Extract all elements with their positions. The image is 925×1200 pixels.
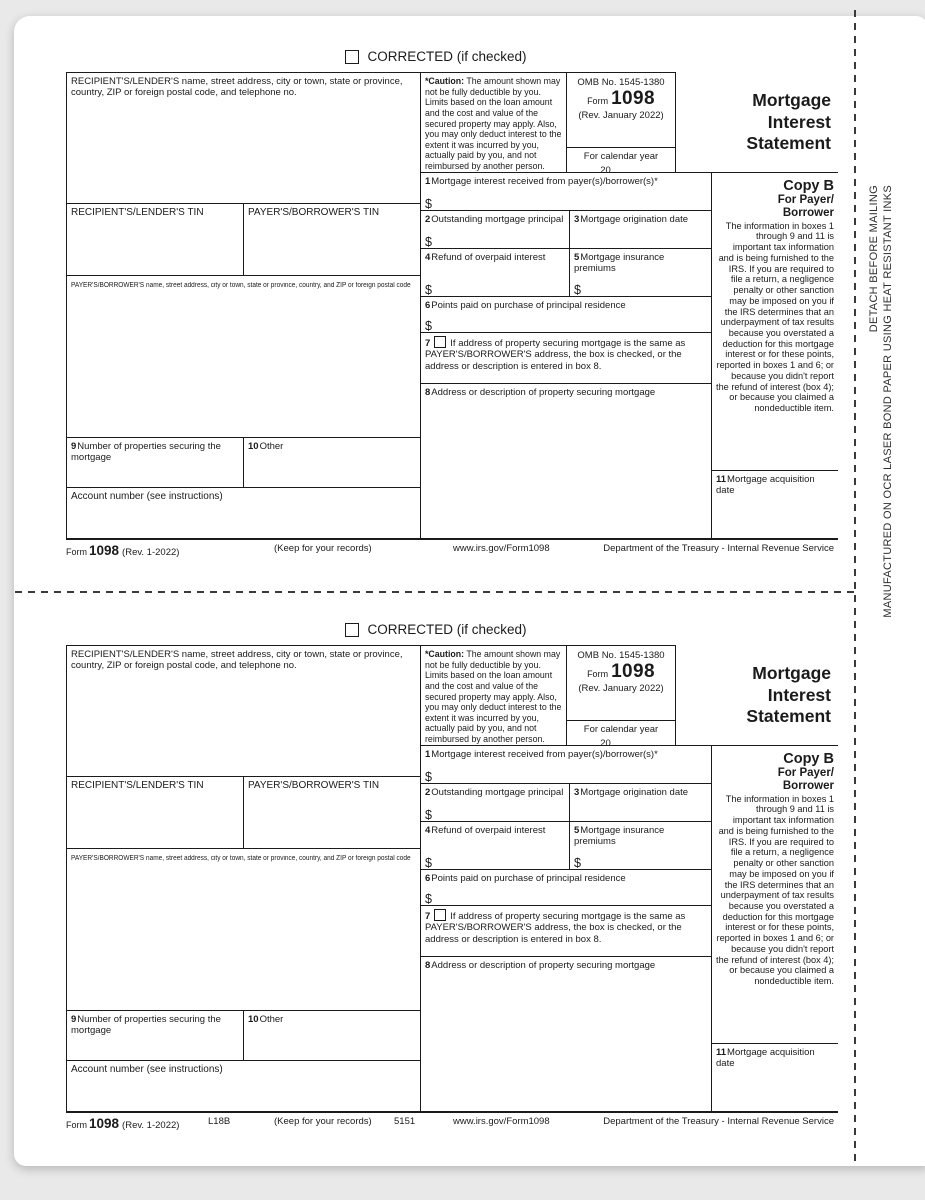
corrected-row xyxy=(50,49,822,64)
form-copy-2 xyxy=(66,621,838,1133)
copy-b-instructions: The information in boxes 1 through 9 and 11 is important tax information and is being furnished to the IRS. If you are required to file a return, a negligence penalty or other sanction may be imposed on you if the IRS determines that an underpayment of tax results because you overstated a deduction for this mortgage interest or for these points, reported in boxes 1 and 6; or because you didn't report the refund of interest (box 4); or because you claimed a nondeductible item. xyxy=(716,793,834,986)
corrected-label: CORRECTED (if checked) xyxy=(367,622,527,637)
copy-b-label: Copy B xyxy=(783,178,834,194)
footer-keep-label: (Keep for your records) xyxy=(274,1116,372,1127)
strip-manufactured-text: MANUFACTURED ON OCR LASER BOND PAPER USING HEAT RESISTANT INKS xyxy=(882,185,894,618)
box-11-acquisition-date[interactable]: 11Mortgage acquisition date xyxy=(712,470,838,540)
form-table xyxy=(66,72,838,540)
payer-tin-box[interactable]: PAYER'S/BORROWER'S TIN xyxy=(243,776,420,848)
caution-bold: *Caution: xyxy=(425,76,465,86)
form-copy-1 xyxy=(66,48,838,560)
box-7-checkbox[interactable] xyxy=(434,909,446,921)
box-7-checkbox[interactable] xyxy=(434,336,446,348)
copy-b-instructions: The information in boxes 1 through 9 and 11 is important tax information and is being furnished to the IRS. If you are required to file a return, a negligence penalty or other sanction may be imposed on you if the IRS determines that an underpayment of tax results because you overstated a deduction for this mortgage interest or for these points, reported in boxes 1 and 6; or because you didn't report the refund of interest (box 4); or because you claimed a nondeductible item. xyxy=(716,220,834,413)
box-7-same-address: 7 If address of property securing mortgage is the same as PAYER'S/BORROWER'S address, the box is checked, or the address or description is entered in box 8. xyxy=(420,332,712,383)
caution-text: The amount shown may not be fully deductible by you. Limits based on the loan amount and the cost and value of the secured property may apply. Also, you may only deduct interest to the extent it was incurred by you, actually paid by you, and not reimbursed by another person. xyxy=(425,76,562,172)
box-1-mortgage-interest[interactable]: 1Mortgage interest received from payer(s)/borrower(s)* $ xyxy=(420,745,712,783)
form-footer xyxy=(66,543,838,559)
form-title: Mortgage Interest Statement xyxy=(746,663,831,727)
form-number-line xyxy=(567,661,675,683)
calendar-year-value[interactable]: 20 xyxy=(567,736,675,750)
recipient-tin-box[interactable]: RECIPIENT'S/LENDER'S TIN xyxy=(66,776,243,848)
omb-number: OMB No. 1545-1380 xyxy=(577,77,665,88)
corrected-row xyxy=(50,622,822,637)
revision-label: (Rev. January 2022) xyxy=(578,110,664,121)
box-7-same-address: 7 If address of property securing mortgage is the same as PAYER'S/BORROWER'S address, the box is checked, or the address or description is entered in box 8. xyxy=(420,905,712,956)
omb-top xyxy=(567,650,675,721)
dollar-sign: $ xyxy=(425,891,432,906)
copy-b-sub1: For Payer/ xyxy=(777,767,834,779)
box-9-number-properties[interactable]: 9Number of properties securing the mortgage xyxy=(66,437,243,487)
caution-box xyxy=(420,645,566,745)
dollar-sign: $ xyxy=(425,769,432,784)
box-2-outstanding-principal[interactable]: 2Outstanding mortgage principal $ xyxy=(420,783,569,821)
strip-detach-text: DETACH BEFORE MAILING xyxy=(868,185,880,333)
calendar-year-label: For calendar year xyxy=(583,151,659,162)
omb-box xyxy=(566,72,676,177)
box-3-origination-date[interactable]: 3Mortgage origination date xyxy=(569,783,712,821)
omb-box xyxy=(566,645,676,750)
payer-name-label: PAYER'S/BORROWER'S name, street address, city or town, state or province, country, and ZIP or foreign postal code xyxy=(71,855,411,862)
form-footer xyxy=(66,1116,838,1132)
recipient-info-label: RECIPIENT'S/LENDER'S name, street address, city or town, state or province, country, ZIP or foreign postal code, and telephone no. xyxy=(71,76,403,99)
copy-b-label: Copy B xyxy=(783,751,834,767)
payer-name-label: PAYER'S/BORROWER'S name, street address, city or town, state or province, country, and ZIP or foreign postal code xyxy=(71,282,411,289)
box-9-number-properties[interactable]: 9Number of properties securing the mortgage xyxy=(66,1010,243,1060)
box-8-property-address[interactable]: 8Address or description of property securing mortgage xyxy=(420,956,712,1113)
form-number: 1098 xyxy=(611,661,655,682)
dollar-sign: $ xyxy=(425,234,432,249)
calendar-year-value[interactable]: 20 xyxy=(567,163,675,177)
copy-b-sub2: Borrower xyxy=(782,779,834,792)
box-4-refund-overpaid[interactable]: 4Refund of overpaid interest $ xyxy=(420,248,569,296)
box-6-points-paid[interactable]: 6Points paid on purchase of principal residence $ xyxy=(420,869,712,905)
form-number: 1098 xyxy=(611,88,655,109)
payer-name-box[interactable] xyxy=(66,275,420,437)
form-word: Form xyxy=(587,669,609,679)
box-10-other[interactable]: 10Other xyxy=(243,437,420,487)
box-3-origination-date[interactable]: 3Mortgage origination date xyxy=(569,210,712,248)
form-number-line xyxy=(567,88,675,110)
footer-department: Department of the Treasury - Internal Revenue Service xyxy=(603,1116,834,1127)
corrected-label: CORRECTED (if checked) xyxy=(367,49,527,64)
box-6-points-paid[interactable]: 6Points paid on purchase of principal residence $ xyxy=(420,296,712,332)
dollar-sign: $ xyxy=(425,196,432,211)
dollar-sign: $ xyxy=(574,855,581,870)
box-10-other[interactable]: 10Other xyxy=(243,1010,420,1060)
footer-print-code-5151: 5151 xyxy=(394,1116,416,1127)
dollar-sign: $ xyxy=(425,318,432,333)
payer-tin-box[interactable]: PAYER'S/BORROWER'S TIN xyxy=(243,203,420,275)
caution-bold: *Caution: xyxy=(425,649,465,659)
omb-top xyxy=(567,77,675,148)
copy-b-block xyxy=(712,745,838,1043)
form-word: Form xyxy=(587,96,609,106)
perforation-horizontal-line xyxy=(15,591,855,593)
footer-print-code-l18b: L18B xyxy=(208,1116,231,1127)
perforation-vertical-line xyxy=(854,10,856,1164)
box-5-insurance-premiums[interactable]: 5Mortgage insurance premiums $ xyxy=(569,821,712,869)
box-8-property-address[interactable]: 8Address or description of property securing mortgage xyxy=(420,383,712,540)
footer-department: Department of the Treasury - Internal Revenue Service xyxy=(603,543,834,554)
form-table xyxy=(66,645,838,1113)
footer-keep-label: (Keep for your records) xyxy=(274,543,372,554)
form-title: Mortgage Interest Statement xyxy=(746,90,831,154)
dollar-sign: $ xyxy=(425,855,432,870)
copy-b-sub2: Borrower xyxy=(782,206,834,219)
calendar-year-label: For calendar year xyxy=(583,724,659,735)
dollar-sign: $ xyxy=(574,282,581,297)
dollar-sign: $ xyxy=(425,807,432,822)
caution-text: The amount shown may not be fully deductible by you. Limits based on the loan amount and the cost and value of the secured property may apply. Also, you may only deduct interest to the extent it was incurred by you, actually paid by you, and not reimbursed by another person. xyxy=(425,649,562,745)
recipient-info-box[interactable] xyxy=(66,645,420,776)
footer-form-id: Form 1098 (Rev. 1-2022) xyxy=(66,543,180,558)
recipient-tin-box[interactable]: RECIPIENT'S/LENDER'S TIN xyxy=(66,203,243,275)
copy-b-block xyxy=(712,172,838,470)
revision-label: (Rev. January 2022) xyxy=(578,683,664,694)
account-number-box[interactable]: Account number (see instructions) xyxy=(66,487,420,540)
box-2-outstanding-principal[interactable]: 2Outstanding mortgage principal $ xyxy=(420,210,569,248)
caution-box xyxy=(420,72,566,172)
corrected-checkbox[interactable] xyxy=(345,623,359,637)
copy-b-sub1: For Payer/ xyxy=(777,194,834,206)
dollar-sign: $ xyxy=(425,282,432,297)
footer-form-id: Form 1098 (Rev. 1-2022) xyxy=(66,1116,180,1131)
box-11-acquisition-date[interactable]: 11Mortgage acquisition date xyxy=(712,1043,838,1113)
box-1-mortgage-interest[interactable]: 1Mortgage interest received from payer(s)/borrower(s)* $ xyxy=(420,172,712,210)
footer-irs-url[interactable]: www.irs.gov/Form1098 xyxy=(453,1116,550,1127)
box-4-refund-overpaid[interactable]: 4Refund of overpaid interest $ xyxy=(420,821,569,869)
recipient-info-label: RECIPIENT'S/LENDER'S name, street address, city or town, state or province, country, ZIP or foreign postal code, and telephone no. xyxy=(71,649,403,672)
recipient-info-box[interactable] xyxy=(66,72,420,203)
corrected-checkbox[interactable] xyxy=(345,50,359,64)
box-5-insurance-premiums[interactable]: 5Mortgage insurance premiums $ xyxy=(569,248,712,296)
account-number-box[interactable]: Account number (see instructions) xyxy=(66,1060,420,1113)
footer-irs-url[interactable]: www.irs.gov/Form1098 xyxy=(453,543,550,554)
omb-number: OMB No. 1545-1380 xyxy=(577,650,665,661)
payer-name-box[interactable] xyxy=(66,848,420,1010)
